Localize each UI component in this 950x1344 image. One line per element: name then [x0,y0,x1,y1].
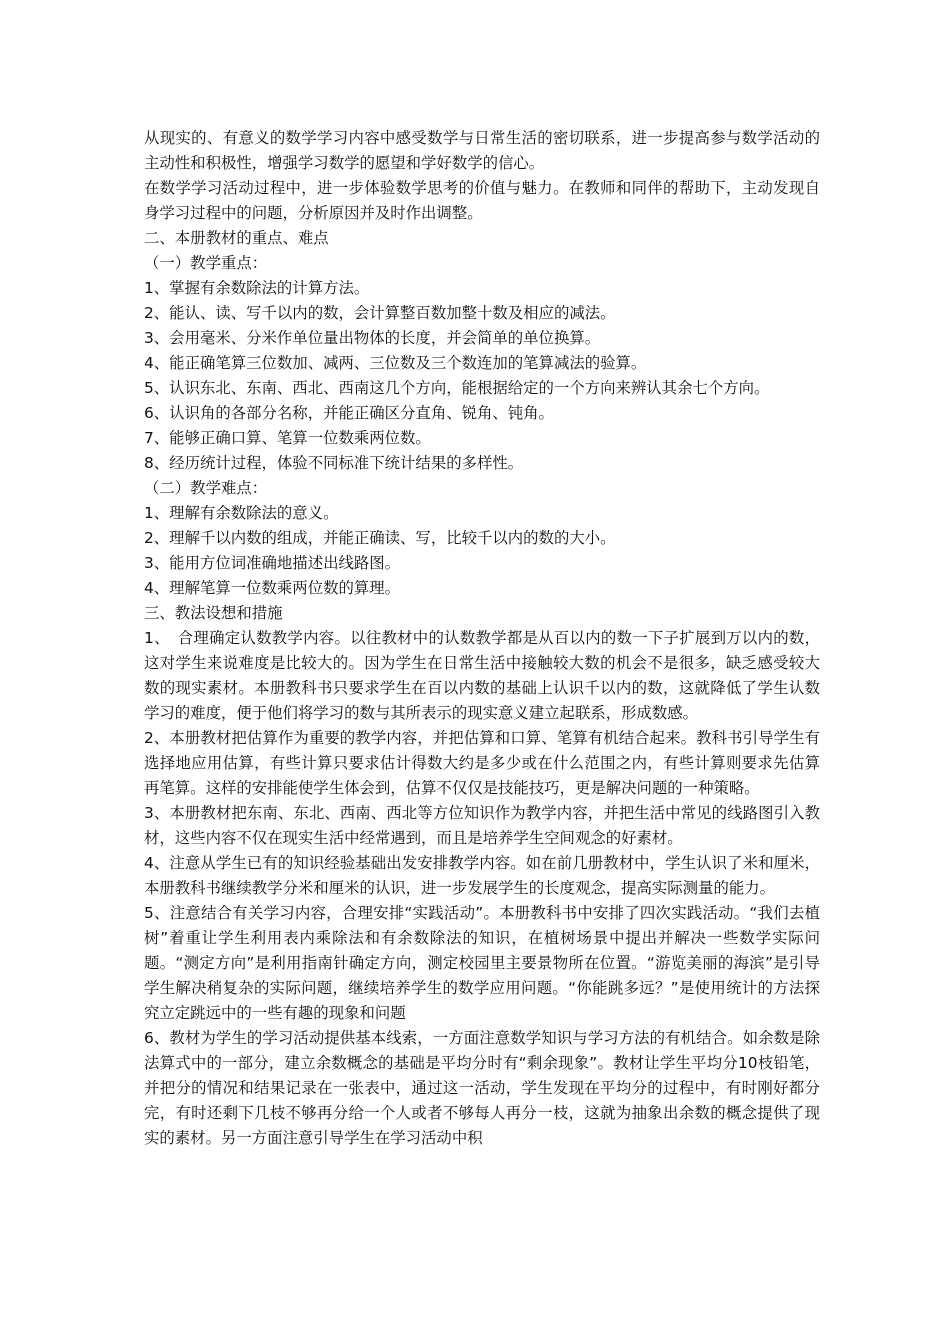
method-paragraph: 3、本册教材把东南、东北、西南、西北等方位知识作为教学内容，并把生活中常见的线路图引入教材，这些内容不仅在现实生活中经常遇到，而且是培养学生空间观念的好素材。 [144,804,820,847]
paragraph-goal-thinking: 在数学学习活动过程中，进一步体验数学思考的价值与魅力。在教师和同伴的帮助下，主动发现自身学习过程中的问题，分析原因并及时作出调整。 [144,179,820,222]
list-item: 7、能够正确口算、笔算一位数乘两位数。 [144,429,431,447]
list-item: 3、能用方位词准确地描述出线路图。 [144,554,401,572]
list-item: 2、理解千以内数的组成，并能正确读、写，比较千以内的数的大小。 [144,529,616,547]
method-paragraph: 2、本册教材把估算作为重要的教学内容，并把估算和口算、笔算有机结合起来。教科书引导学生有选择地应用估算，有些计算只要求估计得数大约是多少或在什么范围之内，有些计算则要求先估算再笔算。这样的安排能使学生体会到，估算不仅仅是技能技巧，更是解决问题的一种策略。 [144,729,820,797]
list-item: 5、认识东北、东南、西北、西南这几个方向，能根据给定的一个方向来辨认其余七个方向。 [144,379,770,397]
method-paragraph: 4、注意从学生已有的知识经验基础出发安排教学内容。如在前几册教材中，学生认识了米和厘米，本册教科书继续教学分米和厘米的认识，进一步发展学生的长度观念，提高实际测量的能力。 [144,854,820,897]
document-body [144,126,820,1151]
paragraph-goal-connection: 从现实的、有意义的数学学习内容中感受数学与日常生活的密切联系，进一步提高参与数学活动的主动性和积极性，增强学习数学的愿望和学好数学的信心。 [144,129,820,172]
subheading-teaching-difficulties: （二）教学难点： [144,479,268,497]
subheading-teaching-focus: （一）教学重点： [144,254,268,272]
list-item: 2、能认、读、写千以内的数，会计算整百数加整十数及相应的减法。 [144,304,616,322]
list-item: 1、掌握有余数除法的计算方法。 [144,279,370,297]
method-paragraph: 5、注意结合有关学习内容，合理安排“实践活动”。本册教科书中安排了四次实践活动。“我们去植树”着重让学生利用表内乘除法和有余数除法的知识，在植树场景中提出并解决一些数学实际问题。“测定方向”是利用指南针确定方向，测定校园里主要景物所在位置。“游览美丽的海滨”是引导学生解决稍复杂的实际问题，继续培养学生的数学应用问题。“你能跳多远？”是使用统计的方法探究立定跳远中的一些有趣的现象和问题 [144,904,820,1022]
list-item: 6、认识角的各部分名称，并能正确区分直角、锐角、钝角。 [144,404,554,422]
list-item: 4、理解笔算一位数乘两位数的算理。 [144,579,401,597]
section-heading-methods: 三、教法设想和措施 [144,604,283,622]
list-item: 8、经历统计过程，体验不同标准下统计结果的多样性。 [144,454,524,472]
list-item: 4、能正确笔算三位数加、减两、三位数及三个数连加的笔算减法的验算。 [144,354,647,372]
method-paragraph: 1、 合理确定认数教学内容。以往教材中的认数教学都是从百以内的数一下子扩展到万以内的数，这对学生来说难度是比较大的。因为学生在日常生活中接触较大数的机会不是很多，缺乏感受较大数的现实素材。本册教科书只要求学生在百以内数的基础上认识千以内的数，这就降低了学生认数学习的难度，便于他们将学习的数与其所表示的现实意义建立起联系，形成数感。 [144,629,820,722]
list-item: 1、理解有余数除法的意义。 [144,504,339,522]
section-heading-key-points: 二、本册教材的重点、难点 [144,229,329,247]
list-item: 3、会用毫米、分米作单位量出物体的长度，并会简单的单位换算。 [144,329,601,347]
method-paragraph: 6、教材为学生的学习活动提供基本线索，一方面注意数学知识与学习方法的有机结合。如余数是除法算式中的一部分，建立余数概念的基础是平均分时有“剩余现象”。教材让学生平均分10枝铅笔，并把分的情况和结果记录在一张表中，通过这一活动，学生发现在平均分的过程中，有时刚好都分完，有时还剩下几枝不够再分给一个人或者不够每人再分一枝，这就为抽象出余数的概念提供了现实的素材。另一方面注意引导学生在学习活动中积 [144,1029,820,1147]
